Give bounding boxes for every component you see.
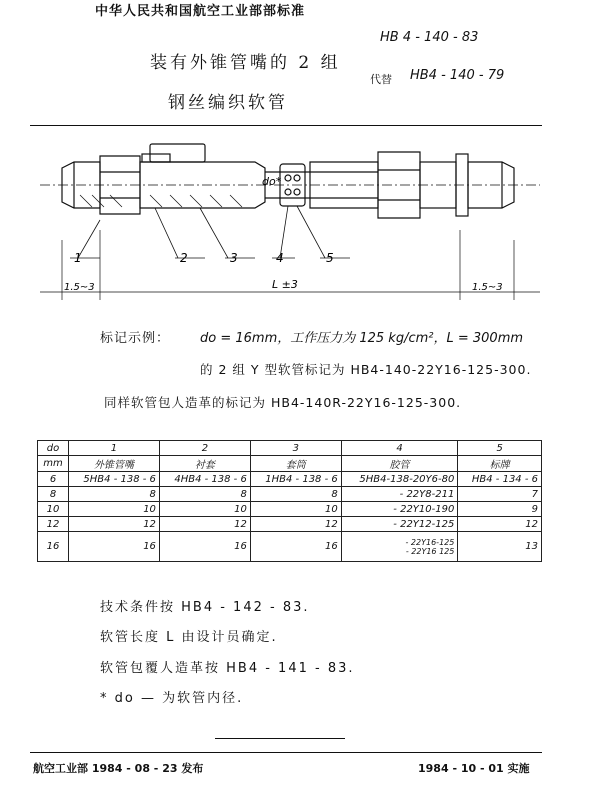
callout-2: 2 (180, 251, 188, 265)
table-cell: 6 (38, 472, 69, 487)
hose-spec-line: - 22Y16-125 (405, 537, 455, 547)
example-line2: 的 2 组 Y 型软管标记为 HB4-140-22Y16-125-300. (200, 362, 532, 377)
table-cell (341, 532, 458, 562)
note-2: 软管长度 L 由设计员确定. (100, 630, 278, 645)
example-label: 标记示例： (100, 331, 171, 346)
table-head-2: 2 (159, 441, 250, 456)
table-head-4: 4 (341, 441, 458, 456)
replaces-label: 代替 (370, 73, 392, 86)
dim-left: 1.5~3 (64, 282, 95, 293)
table-header-row (38, 441, 542, 456)
table-cell: 8 (69, 487, 160, 502)
table-cell: 8 (250, 487, 341, 502)
table-row (38, 517, 542, 532)
note-3: 软管包覆人造革按 HB4 - 141 - 83. (100, 661, 355, 676)
table-head-unit: mm (38, 456, 69, 472)
doc-title-line2: 钢丝编织软管 (168, 93, 288, 113)
callout-5: 5 (326, 251, 334, 265)
table-cell: 12 (69, 517, 160, 532)
table-row (38, 487, 542, 502)
callout-3: 3 (230, 251, 238, 265)
table-cell: 1HB4 - 138 - 6 (250, 472, 341, 487)
table-cell: 13 (458, 532, 542, 562)
table-cell: 10 (69, 502, 160, 517)
table-cell: 5HB4 - 138 - 6 (69, 472, 160, 487)
table-cell: 12 (458, 517, 542, 532)
table-cell: 10 (159, 502, 250, 517)
table-head-hose: 胶管 (341, 456, 458, 472)
table-cell: 5HB4-138-20Y6-80 (341, 472, 458, 487)
table-cell: 10 (38, 502, 69, 517)
table-head-3: 3 (250, 441, 341, 456)
dim-center: L ±3 (272, 278, 298, 291)
table-head-fitting: 外锥管嘴 (69, 456, 160, 472)
table-cell: 12 (250, 517, 341, 532)
table-cell: 10 (250, 502, 341, 517)
hose-spec-line: - 22Y16 125 (405, 546, 455, 556)
note-4: * do — 为软管内径. (100, 691, 244, 706)
example-line3: 同样软管包人造革的标记为 HB4-140R-22Y16-125-300. (104, 395, 462, 410)
doc-title-line1: 装有外锥管嘴的 2 组 (150, 53, 341, 73)
callout-4: 4 (276, 251, 284, 265)
table-cell: 16 (38, 532, 69, 562)
table-head-sleeve: 套筒 (250, 456, 341, 472)
table-cell: 12 (38, 517, 69, 532)
table-cell: - 22Y8-211 (341, 487, 458, 502)
header-rule (30, 125, 542, 126)
drawing-do-marker: do* (262, 175, 282, 188)
table-row (38, 502, 542, 517)
table-header-row (38, 456, 542, 472)
table-cell: 16 (69, 532, 160, 562)
callout-1: 1 (74, 251, 82, 265)
table-cell: - 22Y10-190 (341, 502, 458, 517)
doc-number: HB 4 - 140 - 83 (380, 30, 479, 45)
example-line1: do = 16mm，工作压力为 125 kg/cm²，L = 300mm (200, 331, 524, 346)
table-cell: HB4 - 134 - 6 (458, 472, 542, 487)
agency-title: 中华人民共和国航空工业部部标准 (95, 4, 306, 19)
effective-date: 1984 - 10 - 01 实施 (418, 762, 530, 775)
footer-rule (30, 752, 542, 753)
table-head-1: 1 (69, 441, 160, 456)
table-row (38, 532, 542, 562)
table-head-5: 5 (458, 441, 542, 456)
table-row (38, 472, 542, 487)
hose-assembly-drawing (40, 140, 540, 310)
table-cell: 16 (250, 532, 341, 562)
replaces-number: HB4 - 140 - 79 (410, 68, 505, 83)
table-head-bushing: 衬套 (159, 456, 250, 472)
table-cell: 9 (458, 502, 542, 517)
table-head-tag: 标牌 (458, 456, 542, 472)
table-cell: 4HB4 - 138 - 6 (159, 472, 250, 487)
table-cell: 8 (38, 487, 69, 502)
parts-table (37, 440, 542, 562)
table-cell: 12 (159, 517, 250, 532)
table-cell: 7 (458, 487, 542, 502)
table-cell: 8 (159, 487, 250, 502)
table-head-do: do (38, 441, 69, 456)
table-cell: - 22Y12-125 (341, 517, 458, 532)
footer-short-rule (215, 738, 345, 739)
note-1: 技术条件按 HB4 - 142 - 83. (100, 600, 310, 615)
table-cell: 16 (159, 532, 250, 562)
dim-right: 1.5~3 (472, 282, 503, 293)
issue-date: 航空工业部 1984 - 08 - 23 发布 (33, 762, 204, 775)
